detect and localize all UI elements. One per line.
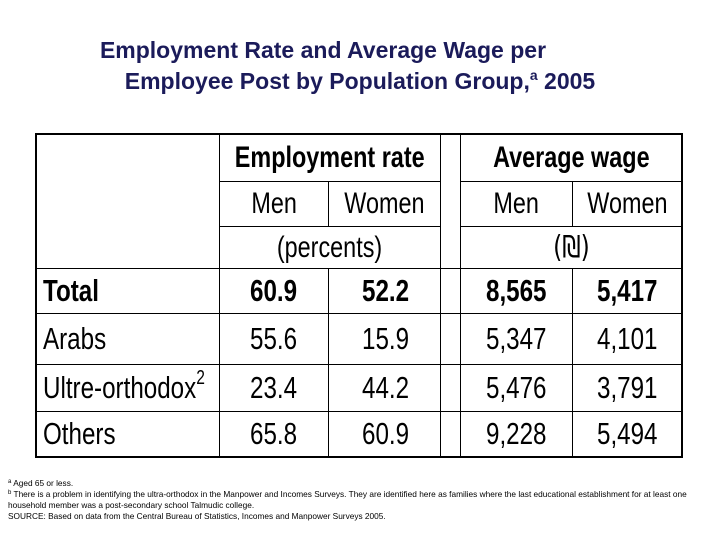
cell-others-wage-women xyxy=(597,412,681,456)
footnote-a xyxy=(8,478,718,489)
cell-others-wage-men xyxy=(486,412,572,456)
cell-others-emp-men xyxy=(250,412,328,456)
divider xyxy=(328,269,329,456)
cell-value: 4,101 xyxy=(597,321,658,356)
subheader-women-text: Women xyxy=(344,187,425,220)
cell-arabs-emp-men xyxy=(250,314,328,364)
cell-value: 5,494 xyxy=(597,416,658,451)
header-employment-rate xyxy=(220,135,440,181)
footnotes xyxy=(8,478,718,522)
row-label-ultra-orthodox-text xyxy=(43,367,205,406)
footnote-b-text: There is a problem in identifying the ultra-orthodox in the Manpower and Incomes Surveys. They are identified here as families where the last educational establishment for at least one household member was a post-secondary school Talmudic college. xyxy=(8,489,687,510)
unit-shekel xyxy=(461,227,681,268)
cell-arabs-wage-men xyxy=(486,314,572,364)
cell-value: 8,565 xyxy=(486,273,547,308)
cell-total-emp-men xyxy=(250,269,328,313)
footnote-a-text: Aged 65 or less. xyxy=(11,478,74,488)
source-note: SOURCE: Based on data from the Central Bureau of Statistics, Incomes and Manpower Surveys 2005. xyxy=(8,511,386,521)
title-year: 2005 xyxy=(537,68,596,94)
cell-value: 65.8 xyxy=(250,416,298,451)
cell-value: 44.2 xyxy=(362,370,410,405)
cell-ultra-emp-men xyxy=(250,365,328,411)
footnote-a-mark: a xyxy=(8,479,12,485)
cell-value: 52.2 xyxy=(362,273,410,308)
cell-value: 55.6 xyxy=(250,321,298,356)
unit-percents xyxy=(220,227,440,268)
cell-ultra-emp-women xyxy=(362,365,440,411)
title-line-1: Employment Rate and Average Wage per xyxy=(99,37,547,63)
row-label-others xyxy=(43,412,219,456)
row-label-arabs-text: Arabs xyxy=(43,321,107,356)
subheader-men xyxy=(461,182,572,226)
subheader-men-text: Men xyxy=(251,187,297,220)
cell-value: 23.4 xyxy=(250,370,298,405)
cell-value: 9,228 xyxy=(486,416,547,451)
divider xyxy=(572,269,573,456)
title-line-2-text: Employee Post by Population Group, xyxy=(124,68,530,94)
row-label-total xyxy=(43,269,219,313)
cell-value: 15.9 xyxy=(362,321,410,356)
cell-arabs-wage-women xyxy=(597,314,681,364)
row-label-total-text: Total xyxy=(43,273,99,308)
cell-value: 60.9 xyxy=(362,416,410,451)
subheader-women xyxy=(329,182,440,226)
unit-percents-text: (percents) xyxy=(277,230,383,264)
row-label-arabs xyxy=(43,314,219,364)
cell-value: 5,347 xyxy=(486,321,547,356)
cell-total-wage-women xyxy=(597,269,681,313)
data-table xyxy=(35,133,683,458)
subheader-men xyxy=(220,182,328,226)
footnote-b-mark: b xyxy=(8,490,12,496)
subheader-women-text: Women xyxy=(586,187,668,220)
row-label-text: Ultre-orthodox xyxy=(43,370,197,405)
title-line-2 xyxy=(0,66,720,97)
cell-value: 5,417 xyxy=(597,273,658,308)
cell-ultra-wage-women xyxy=(597,365,681,411)
header-average-wage xyxy=(461,135,681,181)
header-employment-rate-text: Employment rate xyxy=(235,141,425,174)
row-label-ultra-orthodox xyxy=(43,365,219,411)
divider xyxy=(440,135,441,456)
footnote-mark: 2 xyxy=(196,367,205,389)
row-label-others-text: Others xyxy=(43,416,116,451)
cell-value: 3,791 xyxy=(597,370,658,405)
cell-others-emp-women xyxy=(362,412,440,456)
footnote-b xyxy=(8,489,718,511)
subheader-women xyxy=(573,182,681,226)
cell-arabs-emp-women xyxy=(362,314,440,364)
cell-value: 5,476 xyxy=(486,370,547,405)
cell-value: 60.9 xyxy=(250,273,298,308)
header-average-wage-text: Average wage xyxy=(492,141,650,174)
cell-total-wage-men xyxy=(486,269,572,313)
title-footnote-mark: a xyxy=(529,67,538,83)
page-title xyxy=(0,35,720,97)
unit-shekel-text: (₪) xyxy=(552,230,590,265)
cell-ultra-wage-men xyxy=(486,365,572,411)
subheader-men-text: Men xyxy=(493,187,540,220)
cell-total-emp-women xyxy=(362,269,440,313)
